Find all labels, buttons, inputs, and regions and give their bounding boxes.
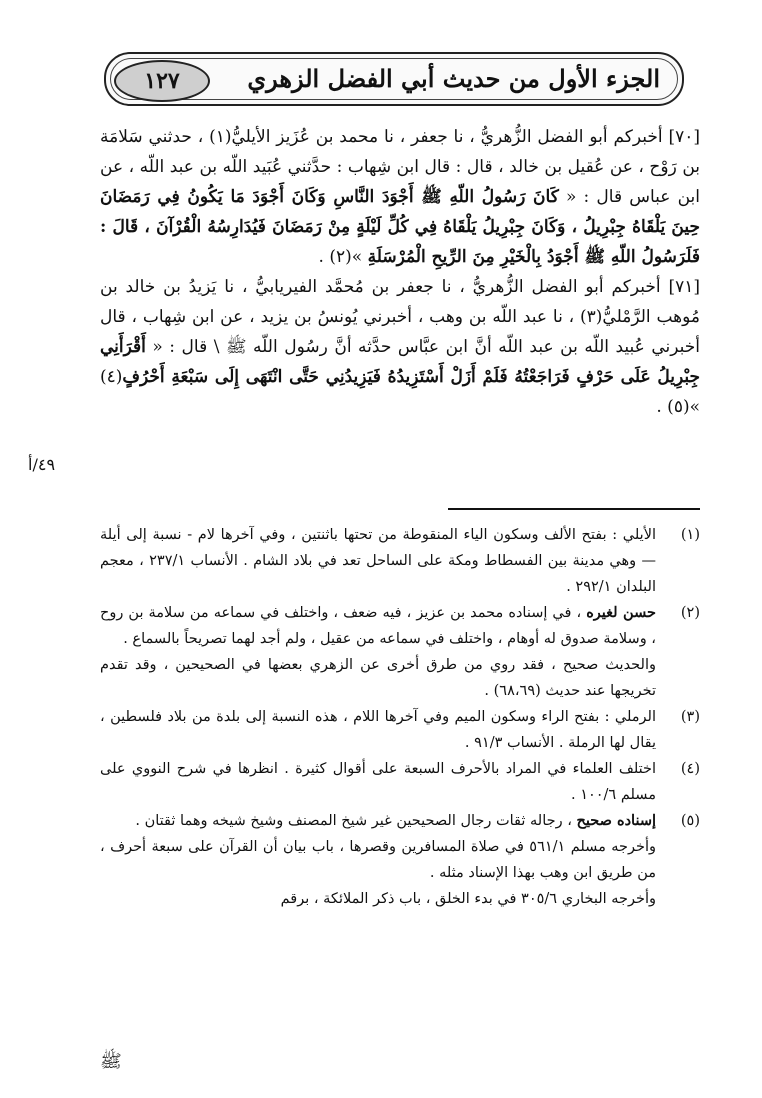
footnote-2-continuation: والحديث صحيح ، فقد روي من طرق أخرى عن الزهري بعضها في الصحيحين ، وقد تقدم تخريجها عند حديث (٦٨،٦٩) . [100,657,656,699]
footnote-number: (١) [680,527,700,543]
main-text [100,122,700,422]
footnote-5-continuation-2: وأخرجه البخاري ٣٠٥/٦ في بدء الخلق ، باب ذكر الملائكة ، برقم [280,891,656,907]
footnote-text: اختلف العلماء في المراد بالأحرف السبعة على أقوال كثيرة . انظرها في شرح النووي على مسلم ١٠٠/٦ . [100,761,656,803]
footnote-4 [100,756,700,808]
hadith-70 [100,122,700,272]
footnote-text [100,600,656,652]
footnotes [100,522,700,912]
footnote-5-continuation-1: وأخرجه مسلم ٥٦١/١ في صلاة المسافرين وقصرها ، باب بيان أن القرآن على سبعة أحرف ، من طريق ابن وهب بهذا الإسناد مثله . [100,839,656,881]
footnote-number: (٥) [680,813,700,829]
footnote-number: (٢) [680,605,700,621]
hadith-70-end: »(٢) . [318,247,368,267]
grading-label: حسن لغيره [586,604,656,621]
page-number: ١٢٧ [114,60,210,102]
manuscript-folio-note: ٤٩/أ [28,455,56,474]
footnote-1 [100,522,700,600]
footnote-text [100,808,656,834]
catchword-mark: ﷺ [100,1051,122,1072]
footnote-text: الرملي : بفتح الراء وسكون الميم وفي آخرها اللام ، هذه النسبة إلى بلدة من بلاد فلسطين ، يقال لها الرملة . الأنساب ٩١/٣ . [100,709,656,751]
footnote-text-body: ، رجاله ثقات رجال الصحيحين غير شيخ المصنف وشيخ شيخه وهما ثقتان . [135,813,577,829]
hadith-70-chain: أخبركم أبو الفضل الزُّهريُّ ، نا جعفر ، نا محمد بن عُزَيز الأيليُّ(١) ، حدثني سَلامَة بن رَوْح ، عن عُقيل بن خالد ، قال : قال ابن شِهاب : حدَّثني عُبَيد اللّه بن عبد اللّه ، عن ابن عباس قال : « [100,127,701,207]
footnote-text: الأيلي : بفتح الألف وسكون الياء المنقوطة من تحتها باثنتين ، وفي آخرها لام - نسبة إلى أيلة — وهي مدينة بين الفسطاط ومكة على الساحل تعد في بلاد الشام . الأنساب ٢٣٧/١ ، معجم البلدان ٢٩٢/١ . [100,527,657,595]
hadith-71-end: (٤) »(٥) . [100,367,700,417]
hadith-71 [100,272,700,422]
footnote-3 [100,704,700,756]
page-header [104,52,684,106]
footnote-separator [448,508,700,510]
hadith-70-matn: كَانَ رَسُولُ اللّهِ ﷺ أَجْوَدَ النَّاسِ وَكَانَ أَجْوَدَ مَا يَكُونُ فِي رَمَضَانَ حِينَ يَلْقَاهُ جِبْرِيلُ ، وَكَانَ جِبْرِيلُ يَلْقَاهُ فِي كُلِّ لَيْلَةٍ مِنْ رَمَضَانَ فَيُدَارِسُهُ الْقُرْآنَ ، قَالَ : فَلَرَسُولُ اللّهِ ﷺ أَجْوَدُ بِالْخَيْرِ مِنَ الرِّيحِ الْمُرْسَلَةِ [100,187,700,267]
hadith-number-71: [٧١] [668,277,701,297]
footnote-number: (٤) [680,761,700,777]
hadith-71-chain: أخبركم أبو الفضل الزُّهريُّ ، نا جعفر بن مُحمَّد الفيريابيُّ ، نا يَزيدُ بن خالد بن مُوهب الرَّمْليُّ(٣) ، نا عبد اللّه بن وهب ، أخبرني يُونسُ بن يزيد ، عن ابن شِهاب ، قال أخبرني عُبيد اللّه بن عبد اللّه أنَّ ابن عبَّاس حدَّثه أنَّ رسُول اللّه ﷺ \ قال : « [100,277,700,357]
hadith-71-matn: أَقْرَأَنِي جِبْرِيلُ عَلَى حَرْفٍ فَرَاجَعْتُهُ فَلَمْ أَزَلْ أَسْتَزِيدُهُ فَيَزِيدُنِي حَتَّى انْتَهَى إِلَى سَبْعَةِ أَحْرُفٍ [100,337,700,387]
footnote-number: (٣) [680,709,700,725]
hadith-number-70: [٧٠] [668,127,700,147]
footnote-text-body: ، في إسناده محمد بن عزيز ، فيه ضعف ، واختلف في سماعه من سلامة بن روح ، وسلامة صدوق له أوهام ، واختلف في سماعه من عقيل ، ولم أجد لهما تصريحاً بالسماع . [100,605,656,647]
footnote-5 [100,808,700,834]
footnote-2 [100,600,700,652]
running-title: الجزء الأول من حديث أبي الفضل الزهري [247,64,660,93]
grading-label: إسناده صحيح [576,812,656,829]
